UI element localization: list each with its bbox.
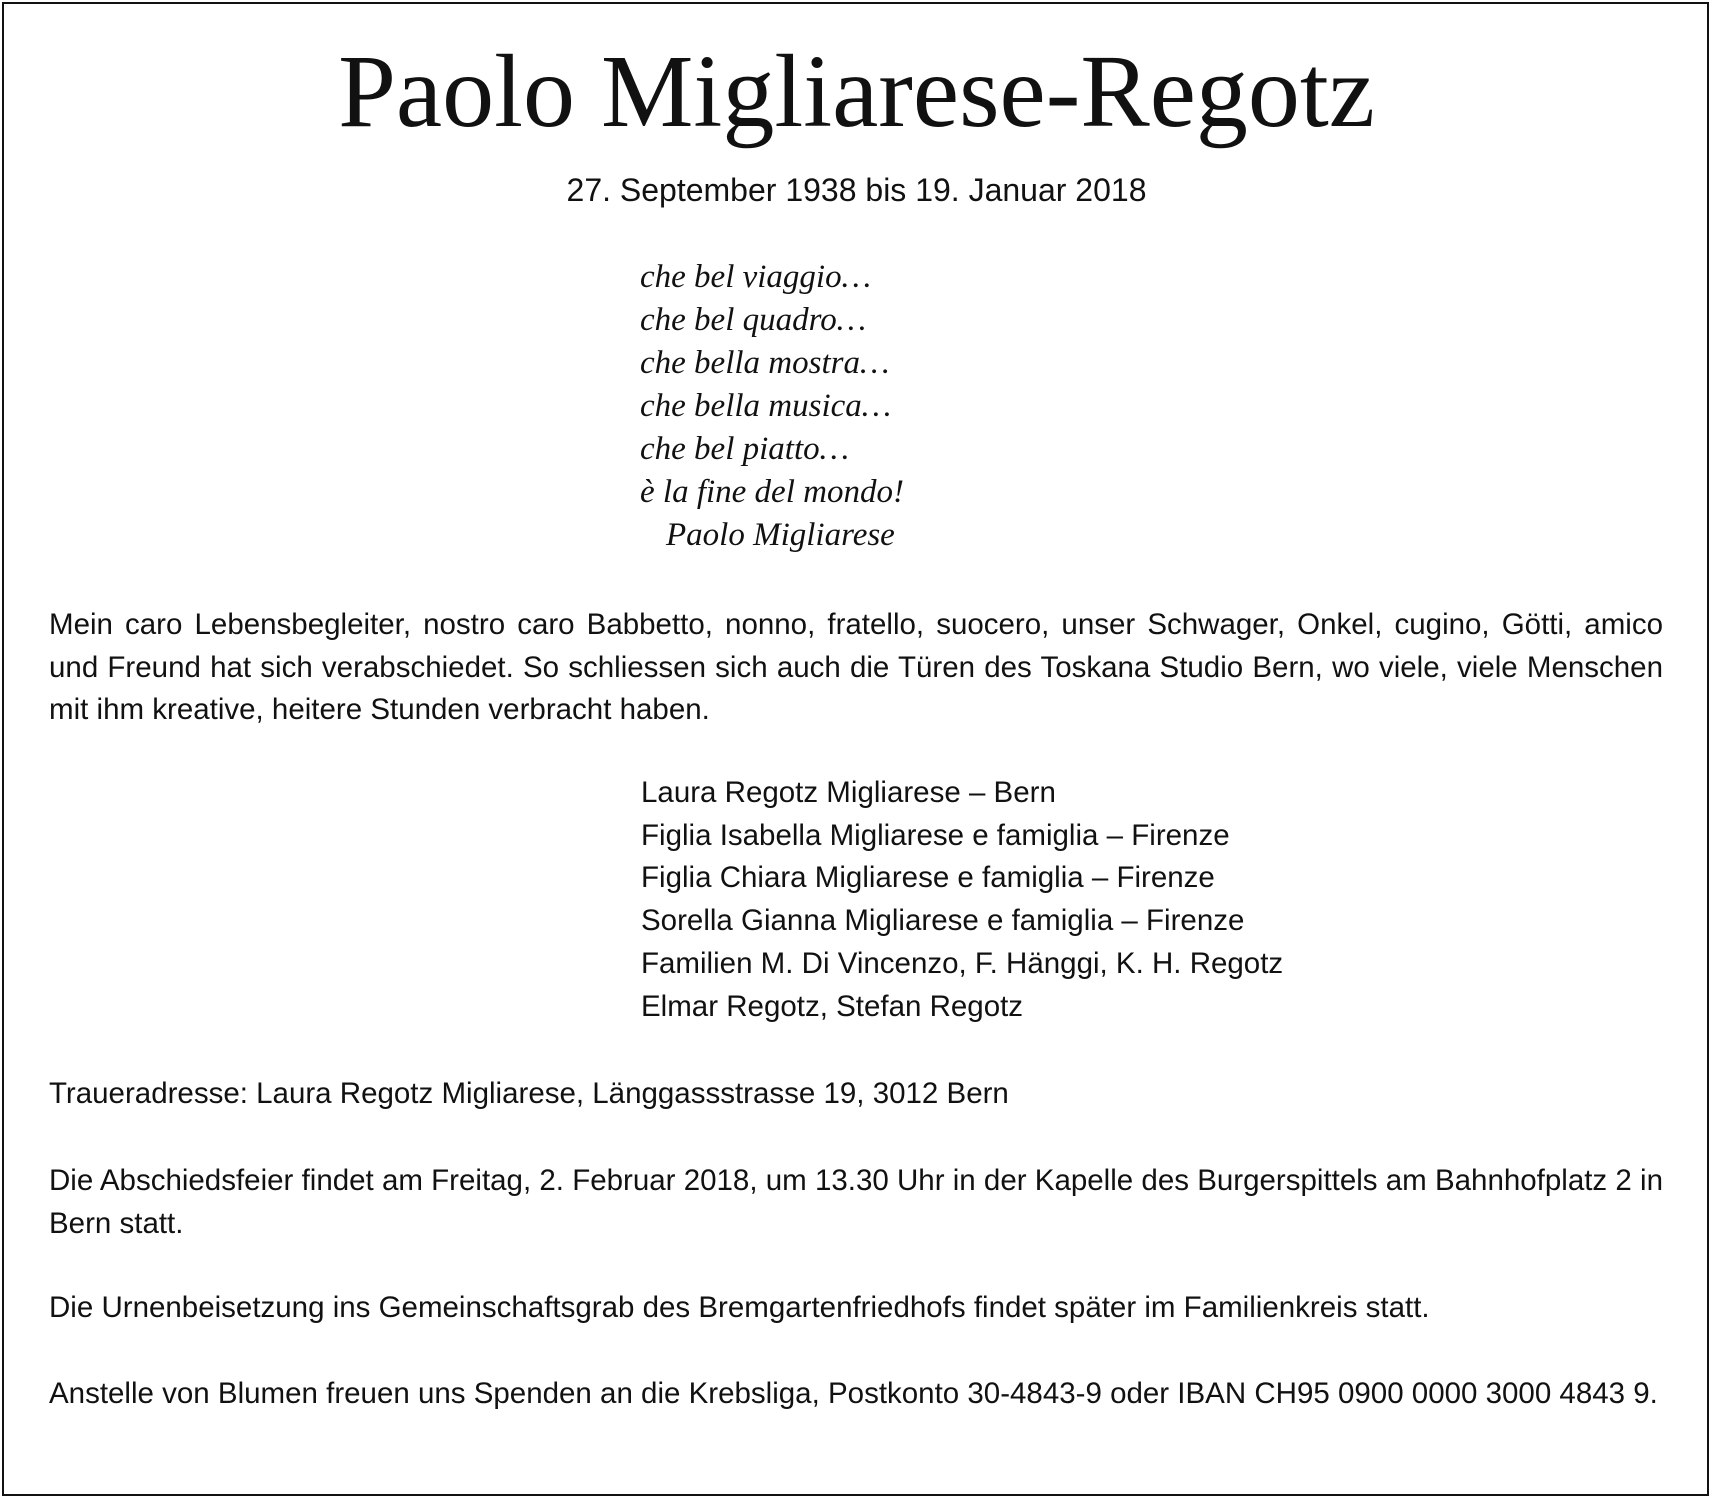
mourner-entry: Figlia Chiara Migliarese e famiglia – Firenze (641, 861, 1215, 895)
mourner-entry: Familien M. Di Vincenzo, F. Hänggi, K. H. Regotz (641, 946, 1284, 980)
mourner-entry: Figlia Isabella Migliarese e famiglia – Firenze (641, 818, 1230, 852)
poem-line: è la fine del mondo! (640, 474, 904, 510)
donation-paragraph: Anstelle von Blumen freuen uns Spenden an die Krebsliga, Postkonto 30-4843-9 oder IBAN CH95 0900 0000 3000 4843 9. (49, 1377, 1658, 1410)
poem-line: che bella mostra… (640, 345, 890, 381)
burial-paragraph: Die Urnenbeisetzung ins Gemeinschaftsgrab des Bremgartenfriedhofs findet später im Familienkreis statt. (49, 1291, 1430, 1324)
poem-line: che bel piatto… (640, 431, 849, 467)
ceremony-paragraph: Die Abschiedsfeier findet am Freitag, 2. Februar 2018, um 13.30 Uhr in der Kapelle des Burgerspittels am Bahnhofplatz 2 in Bern statt. (49, 1164, 1663, 1240)
notice-border (2, 2, 1709, 1496)
poem-author: Paolo Migliarese (666, 517, 895, 553)
poem-line: che bel viaggio… (640, 259, 871, 295)
intro-paragraph: Mein caro Lebensbegleiter, nostro caro Babbetto, nonno, fratello, suocero, unser Schwager, Onkel, cugino, Götti, amico und Freund hat sich verabschiedet. So schliessen sich auch die Türen des Toskana Studio Bern, wo viele, viele Menschen mit ihm kreative, heitere Stunden verbracht haben. (49, 608, 1663, 726)
poem (640, 256, 904, 514)
mourner-entry: Elmar Regotz, Stefan Regotz (641, 989, 1024, 1023)
life-dates: 27. September 1938 bis 19. Januar 2018 (566, 172, 1147, 208)
poem-line: che bella musica… (640, 388, 892, 424)
poem-line: che bel quadro… (640, 302, 867, 338)
mourning-address: Traueradresse: Laura Regotz Migliarese, Länggassstrasse 19, 3012 Bern (49, 1077, 1009, 1110)
mourner-entry: Sorella Gianna Migliarese e famiglia – Firenze (641, 904, 1245, 938)
mourners-list (641, 772, 1283, 1028)
deceased-name: Paolo Migliarese-Regotz (338, 34, 1375, 149)
mourner-entry: Laura Regotz Migliarese – Bern (641, 776, 1056, 809)
